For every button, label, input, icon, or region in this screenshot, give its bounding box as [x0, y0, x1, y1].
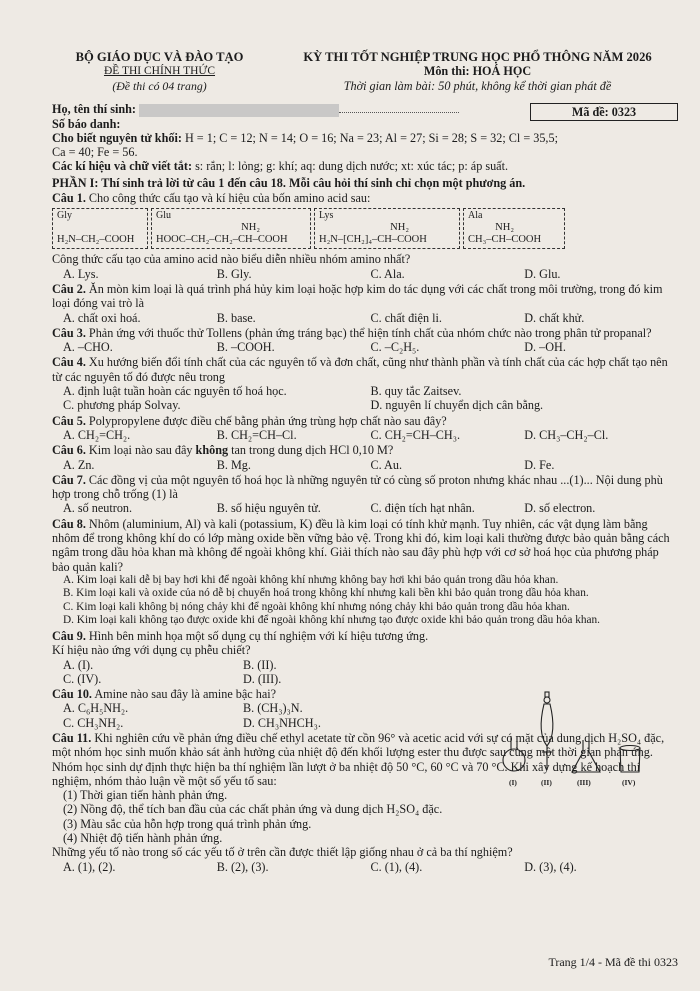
- question-1: [52, 191, 678, 205]
- question-number: Câu 4.: [52, 355, 86, 370]
- option-b[interactable]: B. Gly.: [216, 266, 252, 281]
- option-a[interactable]: A. CH₂=CH₂.: [63, 427, 131, 442]
- figure-label-3: (III): [577, 778, 591, 787]
- option-b[interactable]: B. base.: [216, 310, 256, 325]
- page-count: (Đề thi có 04 trang): [112, 78, 207, 93]
- option-c[interactable]: C. điện tích hạt nhân.: [370, 501, 475, 516]
- option-c[interactable]: C. (1), (4).: [370, 859, 423, 874]
- amino-acid-box: [52, 208, 148, 249]
- option-a[interactable]: A. (I).: [63, 657, 94, 672]
- atomic-values-1: H = 1; C = 12; N = 14; O = 16; Na = 23; Al = 27; Si = 28; S = 32; Cl = 35,5;: [184, 130, 558, 145]
- question-text: Xu hướng biến đổi tính chất của các nguyên tố và đơn chất, cũng như thành phần và tính chất của các hợp chất tạo nên từ các nguyên tố đó được nêu trong: [52, 355, 668, 384]
- question-text: Polypropylene được điều chế bằng phản ứng trùng hợp chất nào sau đây?: [88, 413, 447, 428]
- header-right: [267, 50, 678, 93]
- question-number: Câu 5.: [52, 413, 86, 428]
- question-5-options: [52, 428, 678, 442]
- question-9-text-2: Kí hiệu nào ứng với dụng cụ phễu chiết?: [52, 643, 251, 658]
- redacted-area: [139, 104, 339, 117]
- question-text-pre: Kim loại nào sau đây: [88, 443, 196, 458]
- question-4-options: [52, 384, 678, 413]
- header-left: [52, 50, 267, 93]
- question-text-post: tan trong dung dịch HCl 0,10 M?: [228, 443, 394, 458]
- question-7-options: [52, 501, 678, 515]
- option-b[interactable]: B. –COOH.: [216, 340, 275, 355]
- factor-item: (1) Thời gian tiến hành phản ứng.: [63, 788, 228, 803]
- amino-acid-box: [314, 208, 460, 249]
- question-text: Amine nào sau đây là amine bậc hai?: [94, 687, 277, 702]
- round-flask-icon: [503, 736, 525, 771]
- option-d[interactable]: D. chất khử.: [524, 310, 585, 325]
- conical-flask-icon: [572, 740, 600, 772]
- question-text: Phản ứng với thuốc thử Tollens (phản ứng tráng bạc) thể hiện tính chất của nhóm chức nào trong phân tử propanal?: [88, 325, 652, 340]
- option-b[interactable]: B. quy tắc Zaitsev.: [370, 384, 462, 399]
- figure-label-1: (I): [509, 778, 517, 787]
- option-c[interactable]: C. Ala.: [370, 266, 405, 281]
- amino-acid-name: Gly: [57, 210, 72, 222]
- option-c[interactable]: C. chất điện li.: [370, 310, 442, 325]
- option-c[interactable]: C. –C₂H₅.: [370, 340, 420, 355]
- factor-item: (2) Nồng độ, thể tích ban đầu của các chất phản ứng và dung dịch H₂SO₄ đặc.: [63, 802, 443, 817]
- option-c[interactable]: C. Kim loại kali không bị nóng chảy khi để ngoài không khí nhưng nóng chảy khi bảo quản trong dầu hỏa khan.: [63, 600, 570, 613]
- option-d[interactable]: D. số electron.: [524, 501, 596, 516]
- option-a[interactable]: A. Kim loại kali dễ bị bay hơi khi để ngoài không khí nhưng không bay hơi khi bảo quản trong dầu hỏa khan.: [63, 573, 559, 586]
- amino-acid-top: NH₂: [390, 222, 409, 234]
- amino-acid-formula: HOOC–CH₂–CH₂–CH–COOH: [156, 234, 288, 246]
- amino-acid-name: Ala: [468, 210, 483, 222]
- amino-acid-box: [463, 208, 565, 249]
- name-field: [339, 101, 459, 113]
- question-number: Câu 11.: [52, 730, 92, 745]
- question-number: Câu 2.: [52, 281, 86, 296]
- question-5: [52, 414, 678, 428]
- lab-apparatus-figure: [500, 688, 650, 788]
- question-9-options: [52, 658, 423, 687]
- question-text: Khi nghiên cứu về phản ứng điều chế ethyl acetate từ cồn 96° và acetic acid với sự có mặt của dung dịch H₂SO₄ đặc, một nhóm học sinh muốn khảo sát ảnh hưởng của nhiệt độ đến khối lượng ester thu được sau cùng một thời gian phản ứng. Nhóm học sinh dự định thực hiện ba thí nghiệm lần lượt ở ba nhiệt độ 50 °C, 60 °C và 70 °C. Khi xây dựng kế hoạch thí nghiệm, nhóm thảo luận về một số yếu tố sau:: [52, 730, 665, 788]
- option-a[interactable]: A. C₆H₅NH₂.: [63, 701, 129, 716]
- factor-list: [52, 788, 678, 845]
- question-2: [52, 282, 678, 311]
- symbols-text: s: rắn; l: lỏng; g: khí; aq: dung dịch nước; xt: xúc tác; p: áp suất.: [195, 159, 509, 174]
- part-1-heading: PHẦN I: Thí sinh trả lời từ câu 1 đến câu 18. Mỗi câu hỏi thí sinh chỉ chọn một phương án.: [52, 175, 526, 190]
- question-text: Hình bên minh họa một số dụng cụ thí nghiệm với kí hiệu tương ứng.: [88, 628, 429, 643]
- candidate-fields: [52, 101, 459, 131]
- amino-acid-formula: H₂N–[CH₂]₄–CH–COOH: [319, 234, 427, 246]
- subject: Môn thi: HOÁ HỌC: [423, 64, 532, 79]
- option-a[interactable]: A. (1), (2).: [63, 859, 116, 874]
- question-2-options: [52, 311, 678, 325]
- option-b[interactable]: B. (2), (3).: [216, 859, 269, 874]
- factor-item: (3) Màu sắc của hỗn hợp trong quá trình phản ứng.: [63, 816, 312, 831]
- header: [52, 50, 678, 93]
- candidate-info: [52, 101, 678, 131]
- option-c[interactable]: C. CH₂=CH–CH₃.: [370, 427, 461, 442]
- separatory-funnel-icon: [541, 692, 553, 770]
- question-10-options: [52, 701, 423, 730]
- question-number: Câu 9.: [52, 628, 86, 643]
- beaker-icon: [620, 746, 640, 773]
- option-a[interactable]: A. Zn.: [63, 457, 95, 472]
- option-b[interactable]: B. (CH₃)₃N.: [243, 701, 303, 716]
- option-d[interactable]: D. (III).: [243, 671, 282, 686]
- question-text: Cho công thức cấu tạo và kí hiệu của bốn amino acid sau:: [88, 191, 371, 206]
- question-number: Câu 6.: [52, 443, 86, 458]
- question-3: [52, 326, 678, 340]
- option-c[interactable]: C. CH₃NH₂.: [63, 715, 124, 730]
- question-number: Câu 7.: [52, 472, 86, 487]
- question-text: Các đồng vị của một nguyên tố hoá học là những nguyên tử có cùng số proton nhưng khác nhau ...(1)... Nội dung phù hợp trong chỗ trống (1) là: [52, 472, 663, 502]
- option-b[interactable]: B. (II).: [243, 657, 277, 672]
- option-b[interactable]: B. Mg.: [216, 457, 251, 472]
- question-9: [52, 629, 678, 643]
- page-footer: Trang 1/4 - Mã đề thi 0323: [548, 955, 678, 969]
- question-8-options: [52, 574, 678, 628]
- atomic-masses: [52, 131, 678, 145]
- question-text: Nhôm (aluminium, Al) và kali (potassium, K) đều là kim loại có tính khử mạnh. Tuy nhiên, các vật dụng làm bằng nhôm để trong không khí do có lớp màng oxide bền vững bảo vệ. Trong khi đó, kim loại kali thường được bảo quản bằng cách ngâm trong dầu hỏa khan mà không để ngoài không khí. Giải thích nào sau đây phù hợp với cơ sở hoá học của phương pháp bảo quản kali?: [52, 516, 670, 574]
- official-label: ĐỀ THI CHÍNH THỨC: [103, 65, 216, 78]
- question-number: Câu 10.: [52, 687, 92, 702]
- option-c[interactable]: C. Au.: [370, 457, 402, 472]
- atomic-values-2: Ca = 40; Fe = 56.: [52, 145, 138, 160]
- amino-acid-top: NH₂: [495, 222, 514, 234]
- option-d[interactable]: D. nguyên lí chuyển dịch cân bằng.: [370, 398, 544, 413]
- question-6-options: [52, 458, 678, 472]
- atomic-label: Cho biết nguyên tử khối:: [52, 130, 182, 145]
- ministry-name: BỘ GIÁO DỤC VÀ ĐÀO TẠO: [75, 50, 244, 64]
- option-d[interactable]: D. –OH.: [524, 340, 566, 355]
- amino-acid-name: Lys: [319, 210, 334, 222]
- question-4: [52, 355, 678, 384]
- option-d[interactable]: D. Kim loại kali không tạo được oxide khi để ngoài không khí nhưng tạo được oxide khi bảo quản trong dầu hỏa khan.: [63, 614, 601, 627]
- option-c[interactable]: C. phương pháp Solvay.: [63, 398, 181, 413]
- question-text: Ăn mòn kim loại là quá trình phá hủy kim loại hoặc hợp kim do tác dụng với các chất trong môi trường, trong đó kim loại đóng vai trò là: [52, 281, 663, 311]
- amino-acid-formula: H₂N–CH₂–COOH: [57, 234, 135, 246]
- factor-item: (4) Nhiệt độ tiến hành phản ứng.: [63, 831, 223, 846]
- amino-acid-top: NH₂: [241, 222, 260, 234]
- question-6: [52, 443, 678, 457]
- option-d[interactable]: D. CH₃–CH₂–Cl.: [524, 427, 609, 442]
- amino-acid-top: [57, 222, 143, 234]
- option-d[interactable]: D. Glu.: [524, 266, 561, 281]
- question-stem: Những yếu tố nào trong số các yếu tố ở trên cần được thiết lập giống nhau ở cả ba thí nghiệm?: [52, 845, 513, 860]
- option-a[interactable]: A. –CHO.: [63, 340, 113, 355]
- amino-acid-name: Glu: [156, 210, 171, 222]
- question-number: Câu 8.: [52, 516, 86, 531]
- option-d[interactable]: D. (3), (4).: [524, 859, 577, 874]
- exam-title: KỲ THI TỐT NGHIỆP TRUNG HỌC PHỔ THÔNG NĂM 2026: [303, 50, 652, 64]
- question-text-emphasis: không: [195, 443, 229, 458]
- exam-code: Mã đề: 0323: [530, 103, 678, 121]
- symbols-label: Các kí hiệu và chữ viết tắt:: [52, 159, 193, 174]
- option-a[interactable]: A. Lys.: [63, 266, 99, 281]
- question-1-options: [52, 267, 678, 281]
- name-label: Họ, tên thí sinh:: [52, 101, 136, 116]
- option-d[interactable]: D. Fe.: [524, 457, 555, 472]
- option-b[interactable]: B. Kim loại kali và oxide của nó dễ bị chuyển hoá trong không khí nhưng kali bền khi bảo quản trong dầu hỏa khan.: [63, 587, 589, 600]
- amino-acid-formula: CH₃–CH–COOH: [468, 234, 542, 246]
- symbols-line: [52, 159, 678, 173]
- question-stem: Công thức cấu tạo của amino acid nào biểu diễn nhiều nhóm amino nhất?: [52, 252, 411, 267]
- option-a[interactable]: A. định luật tuần hoàn các nguyên tố hoá học.: [63, 384, 287, 399]
- question-number: Câu 1.: [52, 191, 86, 206]
- option-b[interactable]: B. số hiệu nguyên tử.: [216, 501, 321, 516]
- option-a[interactable]: A. số neutron.: [63, 501, 133, 516]
- figure-label-2: (II): [541, 778, 552, 787]
- sbd-label: Số báo danh:: [52, 116, 121, 131]
- question-7: [52, 473, 678, 502]
- question-number: Câu 3.: [52, 325, 86, 340]
- figure-label-4: (IV): [622, 778, 636, 787]
- option-c[interactable]: C. (IV).: [63, 671, 102, 686]
- option-b[interactable]: B. CH₂=CH–Cl.: [216, 427, 297, 442]
- option-a[interactable]: A. chất oxi hoá.: [63, 310, 141, 325]
- option-d[interactable]: D. CH₃NHCH₃.: [243, 715, 321, 730]
- question-11-options: [52, 860, 678, 874]
- question-8: [52, 517, 678, 574]
- question-3-options: [52, 340, 678, 354]
- amino-acid-box: [151, 208, 311, 249]
- time-limit: Thời gian làm bài: 50 phút, không kể thời gian phát đề: [343, 78, 612, 93]
- amino-acid-boxes: [52, 208, 678, 249]
